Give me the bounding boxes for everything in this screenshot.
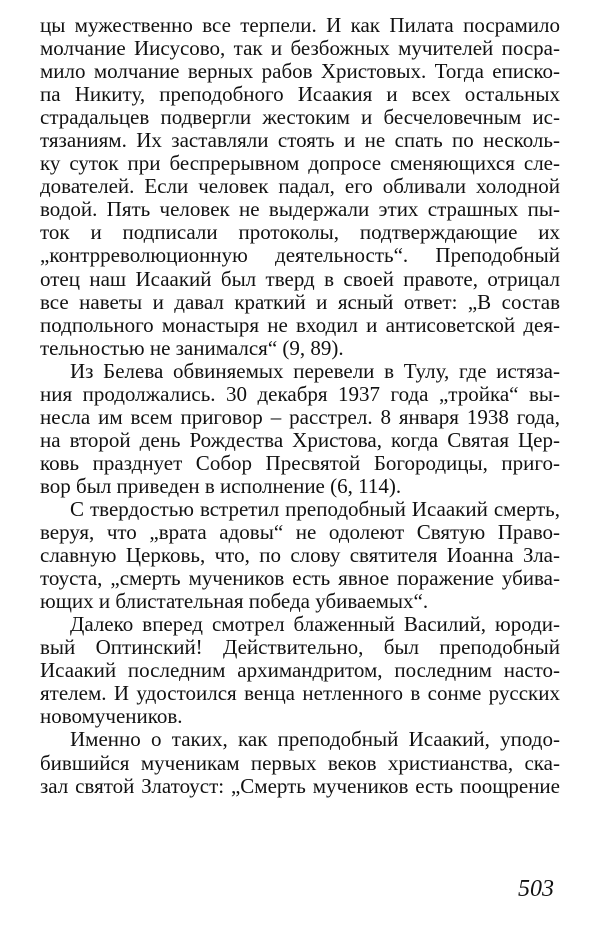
text-line: несла им всем приговор – расстрел. 8 января 1938 года,: [40, 404, 560, 429]
text-line: мило молчание верных рабов Христовых. Тогда еписко-: [40, 59, 560, 84]
text-line: подпольного монастыря не входил и антисоветской дея-: [40, 312, 560, 337]
text-line: тоуста, „смерть мучеников есть явное поражение убива-: [40, 566, 560, 591]
text-line: водой. Пять человек не выдержали этих страшных пы-: [40, 197, 560, 222]
text-line: отец наш Исаакий был тверд в своей правоте, отрицал: [40, 266, 560, 291]
text-line: новомучеников.: [40, 704, 183, 729]
text-line: бившийся мученикам первых веков христианства, ска-: [40, 750, 560, 775]
text-line: Далеко вперед смотрел блаженный Василий, юроди-: [70, 612, 560, 637]
text-line: „контрреволюционную деятельность“. Преподобный: [40, 243, 560, 268]
text-line: ния продолжались. 30 декабря 1937 года „тройка“ вы-: [40, 381, 560, 406]
text-line: С твердостью встретил преподобный Исаакий смерть,: [70, 496, 560, 521]
paragraph: [40, 498, 560, 613]
text-line: тельностью не занимался“ (9, 89).: [40, 335, 344, 360]
text-line: Исаакий последним архимандритом, последним насто-: [40, 658, 560, 683]
text-line: молчание Иисусово, так и безбожных мучителей посра-: [40, 36, 560, 61]
paragraph: [40, 14, 560, 360]
paragraph: [40, 360, 560, 498]
page-body-text: [40, 14, 560, 798]
text-line: цы мужественно все терпели. И как Пилата посрамило: [40, 13, 560, 37]
text-line: тязаниям. Их заставляли стоять и не спать по несколь-: [40, 128, 560, 153]
text-line: славную Церковь, что, по слову святителя Иоанна Зла-: [40, 543, 560, 568]
text-line: все наветы и давал краткий и ясный ответ: „В состав: [40, 289, 560, 314]
paragraph: [40, 613, 560, 728]
text-line: Именно о таких, как преподобный Исаакий, уподо-: [70, 727, 560, 752]
text-line: вый Оптинский! Действительно, был преподобный: [40, 635, 560, 660]
text-line: ковь празднует Собор Пресвятой Богородицы, приго-: [40, 450, 560, 475]
text-line: зал святой Златоуст: „Смерть мучеников есть поощрение: [40, 773, 560, 798]
text-line: Из Белева обвиняемых перевели в Тулу, где истяза-: [70, 358, 560, 383]
text-line: на второй день Рождества Христова, когда Святая Цер-: [40, 427, 560, 452]
text-line: па Никиту, преподобного Исаакия и всех остальных: [40, 82, 560, 107]
text-line: страдальцев подвергли жестоким и бесчеловечным ис-: [40, 105, 560, 130]
text-line: ющих и блистательная победа убиваемых“.: [40, 589, 429, 614]
text-line: дователей. Если человек падал, его обливали холодной: [40, 174, 560, 199]
text-line: веруя, что „врата адовы“ не одолеют Святую Право-: [40, 520, 560, 545]
text-line: вор был приведен в исполнение (6, 114).: [40, 473, 402, 498]
paragraph: [40, 728, 560, 797]
page-number: 503: [518, 876, 554, 902]
text-line: ятелем. И удостоился венца нетленного в сонме русских: [40, 681, 560, 706]
text-line: ку суток при беспрерывном допросе сменяющихся сле-: [40, 151, 560, 176]
text-line: ток и подписали протоколы, подтверждающие их: [40, 220, 560, 245]
